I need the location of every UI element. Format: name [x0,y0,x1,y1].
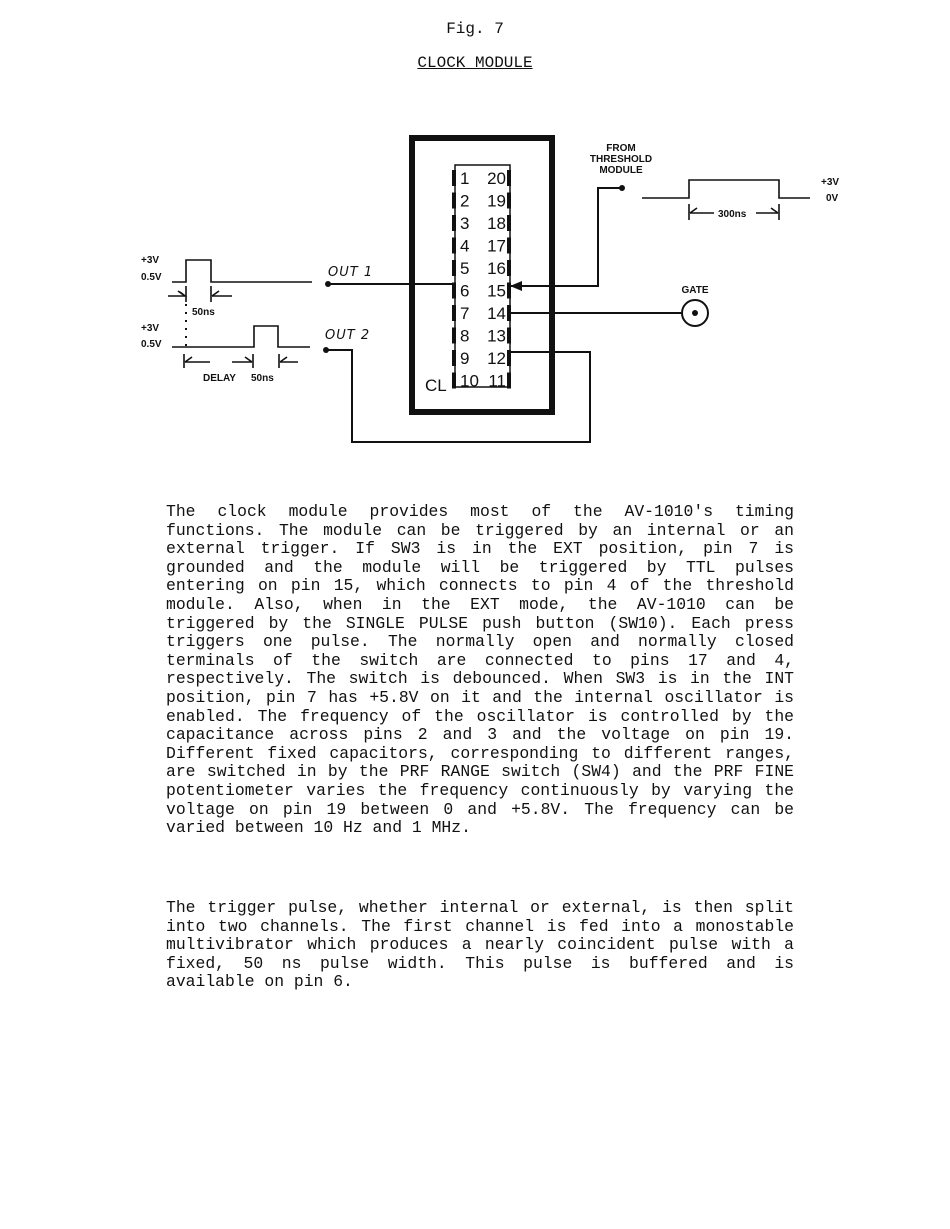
chip-pin-tab-right [507,283,511,299]
chip-label: CL [425,376,447,395]
chip-pin-right: 11 [488,371,506,391]
chip-pin-tab-right [507,170,511,186]
chip-pin-left: 8 [460,326,470,346]
out2-label: OUT 2 [325,328,371,343]
threshold-pulse-high-label: +3V [821,177,840,188]
chip-outer-border [412,138,552,412]
body-paragraph: The trigger pulse, whether internal or external, is then split into two channels. The first channel is fed into a monostable multivibrator which produces a nearly coincident pulse with a fixed, 50 ns pulse width. This pulse is buffered and is available on pin 6. [166,898,794,992]
chip-pin-left: 1 [460,169,470,188]
chip-pin-right: 20 [487,169,506,188]
chip-pin-right: 13 [487,326,506,346]
chip-pin-tab-left [452,328,456,344]
pulse2-delay-label: DELAY [203,373,236,384]
chip-pin-right: 12 [487,349,506,368]
chip-pin-tab-left [452,350,456,366]
chip-pin-right: 16 [487,259,506,278]
pulse1-low-label: 0.5V [141,272,162,283]
module-label: MODULE [599,165,643,176]
chip-pin-tab-right [507,215,511,231]
chip-pin-left: 7 [460,304,470,323]
gate-label: GATE [681,285,709,296]
chip-pin-left: 10 [460,371,479,391]
chip-pin-tab-left [452,260,456,276]
from-label: FROM [606,143,636,154]
chip-pin-tab-left [452,215,456,231]
chip-pin-tab-left [452,373,456,389]
body-paragraph: The clock module provides most of the AV-1010's timing functions. The module can be triggered by an internal or an external trigger. If SW3 is in the EXT position, pin 7 is grounded and the module will be triggered by TTL pulses entering on pin 15, which connects to pin 4 of the threshold module. Also, when in the EXT mode, the AV-1010 can be triggered by the SINGLE PULSE push button (SW10). Each press triggers one pulse. The normally open and normally closed terminals of the switch are connected to pins 17 and 4, respectively. The switch is debounced. When SW3 is in the INT position, pin 7 has +5.8V on it and the internal oscillator is enabled. The frequency of the oscillator is controlled by the capacitance across pins 2 and 3 and the voltage on pin 19. Different fixed capacitors, corresponding to different ranges, are switched in by the PRF RANGE switch (SW4) and the PRF FINE potentiometer varies the frequency continuously by varying the voltage on pin 19 between 0 and +5.8V. The frequency can be varied between 10 Hz and 1 MHz. [166,502,794,838]
chip-pin-tab-right [507,328,511,344]
pulse2-high-label: +3V [141,323,160,334]
pulse1-waveform [172,260,312,282]
gate-connector-center [692,310,698,316]
chip-pin-tab-left [452,305,456,321]
chip-pins-right [487,169,511,391]
pulse1-high-label: +3V [141,255,160,266]
out1-label: OUT 1 [328,265,374,280]
out2-terminal [323,347,329,353]
chip-pin-tab-left [452,238,456,254]
chip-pins-left [452,169,479,391]
threshold-width-label: 300ns [718,209,747,220]
figure-number: Fig. 7 [446,20,504,38]
chip-pin-left: 4 [460,236,470,256]
threshold-pulse-low-label: 0V [826,193,839,204]
chip-pin-left: 6 [460,281,470,301]
pulse2-waveform [172,326,310,347]
chip-pin-tab-left [452,193,456,209]
chip-pin-left: 2 [460,191,470,211]
chip-pin-right: 17 [487,236,506,256]
out1-terminal [325,281,331,287]
chip-pin-right: 14 [487,304,506,323]
chip-pin-tab-right [507,193,511,209]
threshold-terminal [619,185,625,191]
pulse2-width-label: 50ns [251,373,274,384]
pulse1-width-label: 50ns [192,307,215,318]
threshold-wire [510,188,622,286]
chip-pin-right: 19 [487,191,506,211]
chip-pin-left: 3 [460,214,470,233]
threshold-label: THRESHOLD [589,154,653,165]
chip-pin-right: 15 [487,281,506,301]
threshold-arrowhead [510,281,522,291]
chip-pin-tab-left [452,170,456,186]
chip-pin-left: 5 [460,259,470,278]
chip-pin-left: 9 [460,349,470,368]
threshold-pulse-waveform [642,180,810,198]
chip-pin-tab-right [507,260,511,276]
chip-pin-tab-right [507,238,511,254]
chip-pin-tab-right [507,373,511,389]
pulse2-low-label: 0.5V [141,339,162,350]
clock-module-diagram [0,110,950,460]
chip-pin-right: 18 [487,214,506,233]
figure-title: CLOCK MODULE [417,54,533,72]
